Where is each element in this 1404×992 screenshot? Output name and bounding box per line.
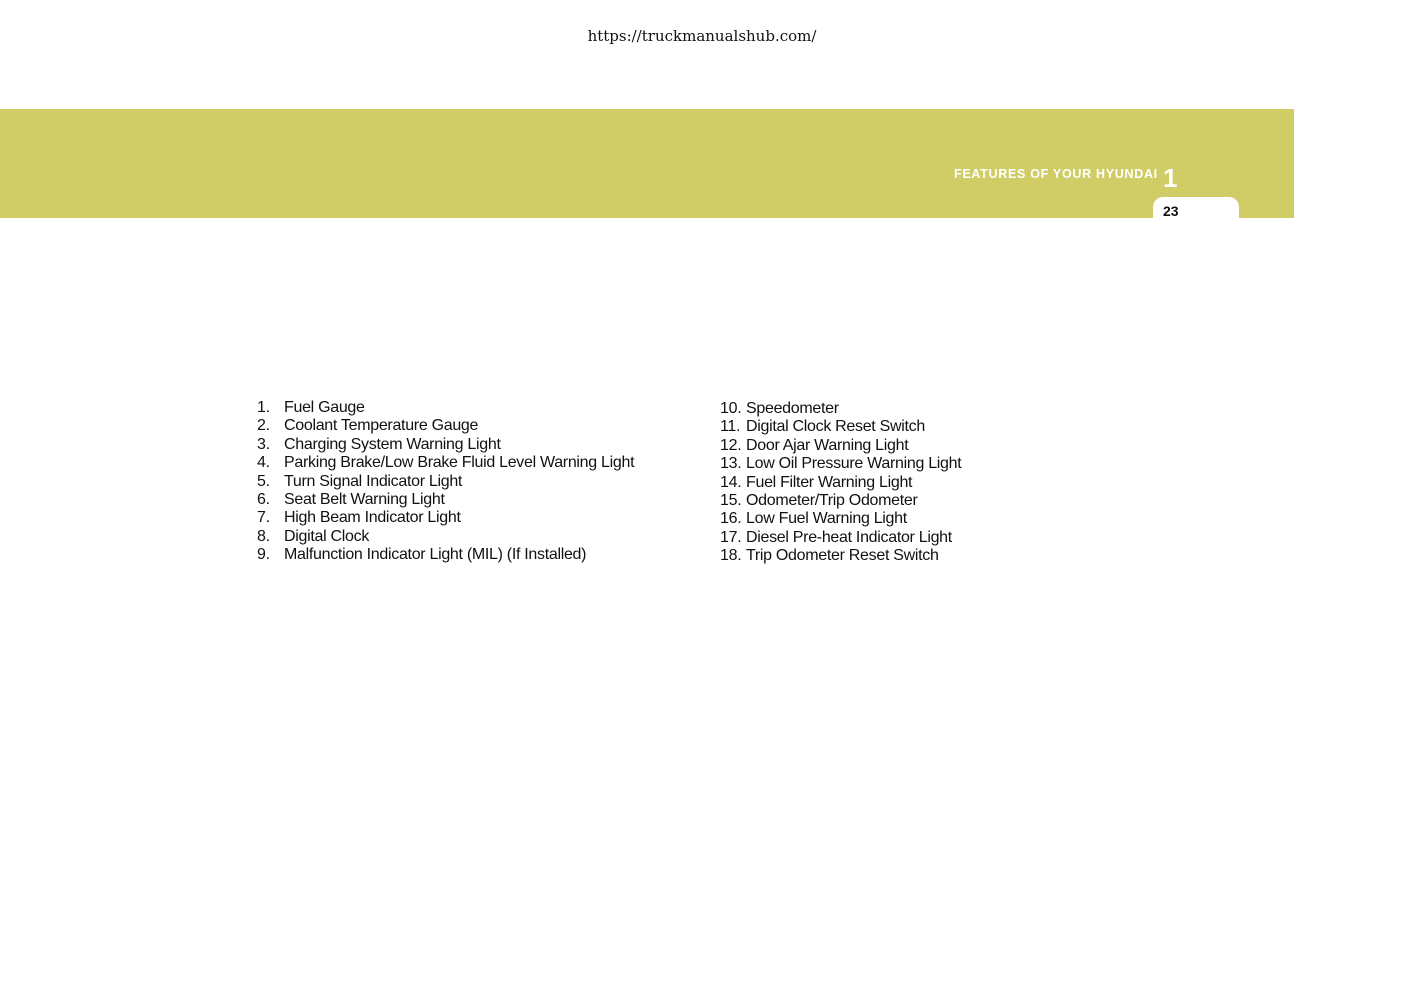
legend-item [720, 437, 961, 455]
item-label: Odometer/Trip Odometer [746, 491, 918, 509]
item-label: Fuel Filter Warning Light [746, 473, 913, 491]
item-number: 15. [720, 491, 742, 509]
item-label: Trip Odometer Reset Switch [746, 547, 939, 565]
item-label: Diesel Pre-heat Indicator Light [746, 528, 952, 546]
legend-item [720, 547, 961, 565]
item-label: Malfunction Indicator Light (MIL) (If Installed) [284, 546, 587, 564]
item-number: 2. [257, 417, 270, 435]
legend-item [720, 455, 961, 473]
item-label: Coolant Temperature Gauge [284, 417, 479, 435]
item-label: Door Ajar Warning Light [746, 436, 909, 454]
item-label: Speedometer [746, 400, 839, 417]
item-label: High Beam Indicator Light [284, 509, 461, 527]
legend-item [720, 474, 961, 492]
legend-item [257, 491, 634, 509]
item-number: 1. [257, 399, 270, 416]
item-number: 9. [257, 546, 270, 564]
item-number: 18. [720, 547, 742, 565]
item-number: 8. [257, 527, 270, 545]
item-number: 17. [720, 528, 742, 546]
section-title: FEATURES OF YOUR HYUNDAI [954, 167, 1158, 181]
chapter-number: 1 [1163, 163, 1178, 193]
item-label: Seat Belt Warning Light [284, 490, 445, 508]
legend-item [720, 529, 961, 547]
legend-list-right [720, 400, 961, 566]
item-number: 3. [257, 435, 270, 453]
legend-item [257, 454, 634, 472]
item-label: Turn Signal Indicator Light [284, 472, 463, 490]
item-number: 5. [257, 472, 270, 490]
item-number: 4. [257, 454, 270, 472]
legend-item [257, 399, 634, 417]
item-number: 10. [720, 400, 742, 417]
item-label: Fuel Gauge [284, 399, 365, 416]
legend-item [257, 546, 634, 564]
legend-item [720, 400, 961, 418]
item-label: Digital Clock [284, 527, 370, 545]
item-number: 12. [720, 436, 742, 454]
source-url: https://truckmanualshub.com/ [587, 27, 817, 45]
legend-item [257, 436, 634, 454]
header-band [0, 109, 1294, 218]
item-label: Low Fuel Warning Light [746, 510, 907, 528]
item-label: Charging System Warning Light [284, 435, 501, 453]
legend-item [720, 510, 961, 528]
legend-item [257, 417, 634, 435]
legend-item [257, 528, 634, 546]
legend-list-left [257, 399, 634, 565]
item-number: 6. [257, 490, 270, 508]
item-label: Digital Clock Reset Switch [746, 418, 925, 436]
legend-item [257, 473, 634, 491]
legend-item [720, 418, 961, 436]
page-number: 23 [1163, 203, 1179, 219]
item-number: 16. [720, 510, 742, 528]
item-number: 13. [720, 455, 742, 473]
item-label: Parking Brake/Low Brake Fluid Level Warning Light [284, 454, 635, 472]
item-number: 11. [720, 418, 741, 436]
item-number: 7. [257, 509, 270, 527]
legend-item [720, 492, 961, 510]
item-number: 14. [720, 473, 742, 491]
legend-item [257, 509, 634, 527]
item-label: Low Oil Pressure Warning Light [746, 455, 962, 473]
